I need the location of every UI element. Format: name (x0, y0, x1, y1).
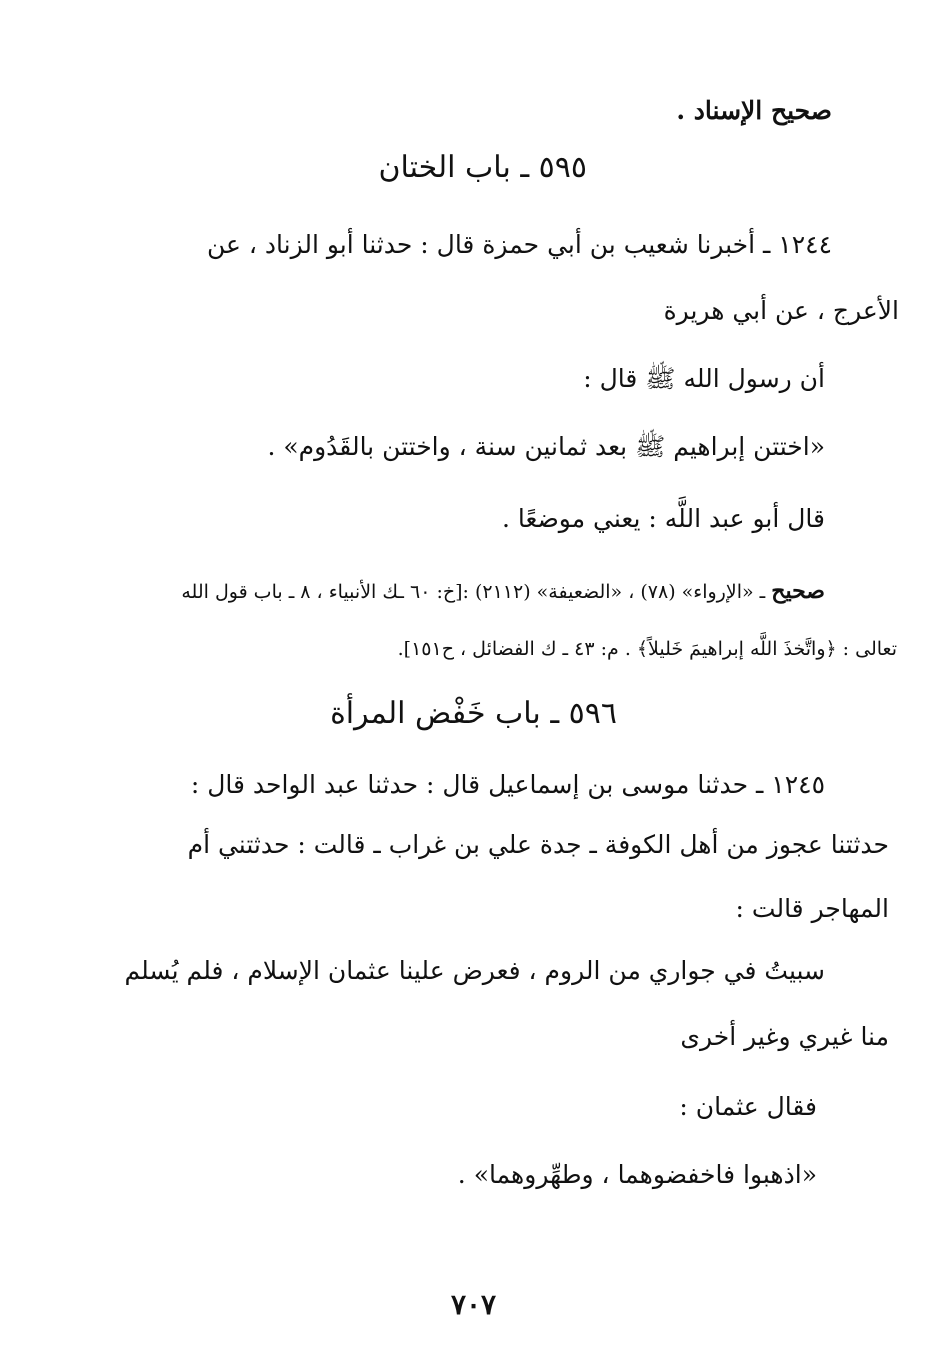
text-line: حدثتنا عجوز من أهل الكوفة ـ جدة علي بن غراب ـ قالت : حدثتني أم (187, 830, 889, 859)
text-line: «اذهبوا فاخفضوهما ، وطهِّروهما» . (457, 1160, 817, 1189)
page-number: ٧٠٧ (450, 1288, 497, 1321)
text-line: فقال عثمان : (679, 1092, 817, 1121)
text-line: قال أبو عبد اللَّه : يعني موضعًا . (502, 504, 825, 533)
grading-label: صحيح (771, 578, 825, 604)
footnote-line (181, 578, 825, 604)
chapter-heading: ٥٩٦ ـ باب خَفْض المرأة (330, 696, 617, 731)
text-line: «اختتن إبراهيم ﷺ بعد ثمانين سنة ، واختتن بالقَدُوم» . (267, 432, 825, 461)
text-line: المهاجر قالت : (735, 894, 889, 923)
chapter-heading: ٥٩٥ ـ باب الختان (378, 150, 587, 185)
footnote-text: ـ «الإرواء» (٧٨) ، «الضعيفة» (٢١١٢) :[خ: ٦٠ ـك الأنبياء ، ٨ ـ باب قول الله (181, 581, 766, 603)
text-line: سبيتُ في جواري من الروم ، فعرض علينا عثمان الإسلام ، فلم يُسلم (124, 956, 825, 985)
text-line: الأعرج ، عن أبي هريرة (663, 296, 899, 325)
text-line: ١٢٤٤ ـ أخبرنا شعيب بن أبي حمزة قال : حدثنا أبو الزناد ، عن (206, 230, 832, 259)
text-line: صحيح الإسناد . (676, 96, 832, 125)
text-line: أن رسول الله ﷺ قال : (583, 364, 825, 393)
text-line: ١٢٤٥ ـ حدثنا موسى بن إسماعيل قال : حدثنا عبد الواحد قال : (190, 770, 825, 799)
footnote-line: تعالى : ﴿واتَّخذَ اللَّه إبراهيمَ خَليلاً﴾ . م: ٤٣ ـ ك الفضائل ، ح١٥١]. (397, 638, 897, 660)
text-line: منا غيري وغير أخرى (680, 1022, 889, 1051)
